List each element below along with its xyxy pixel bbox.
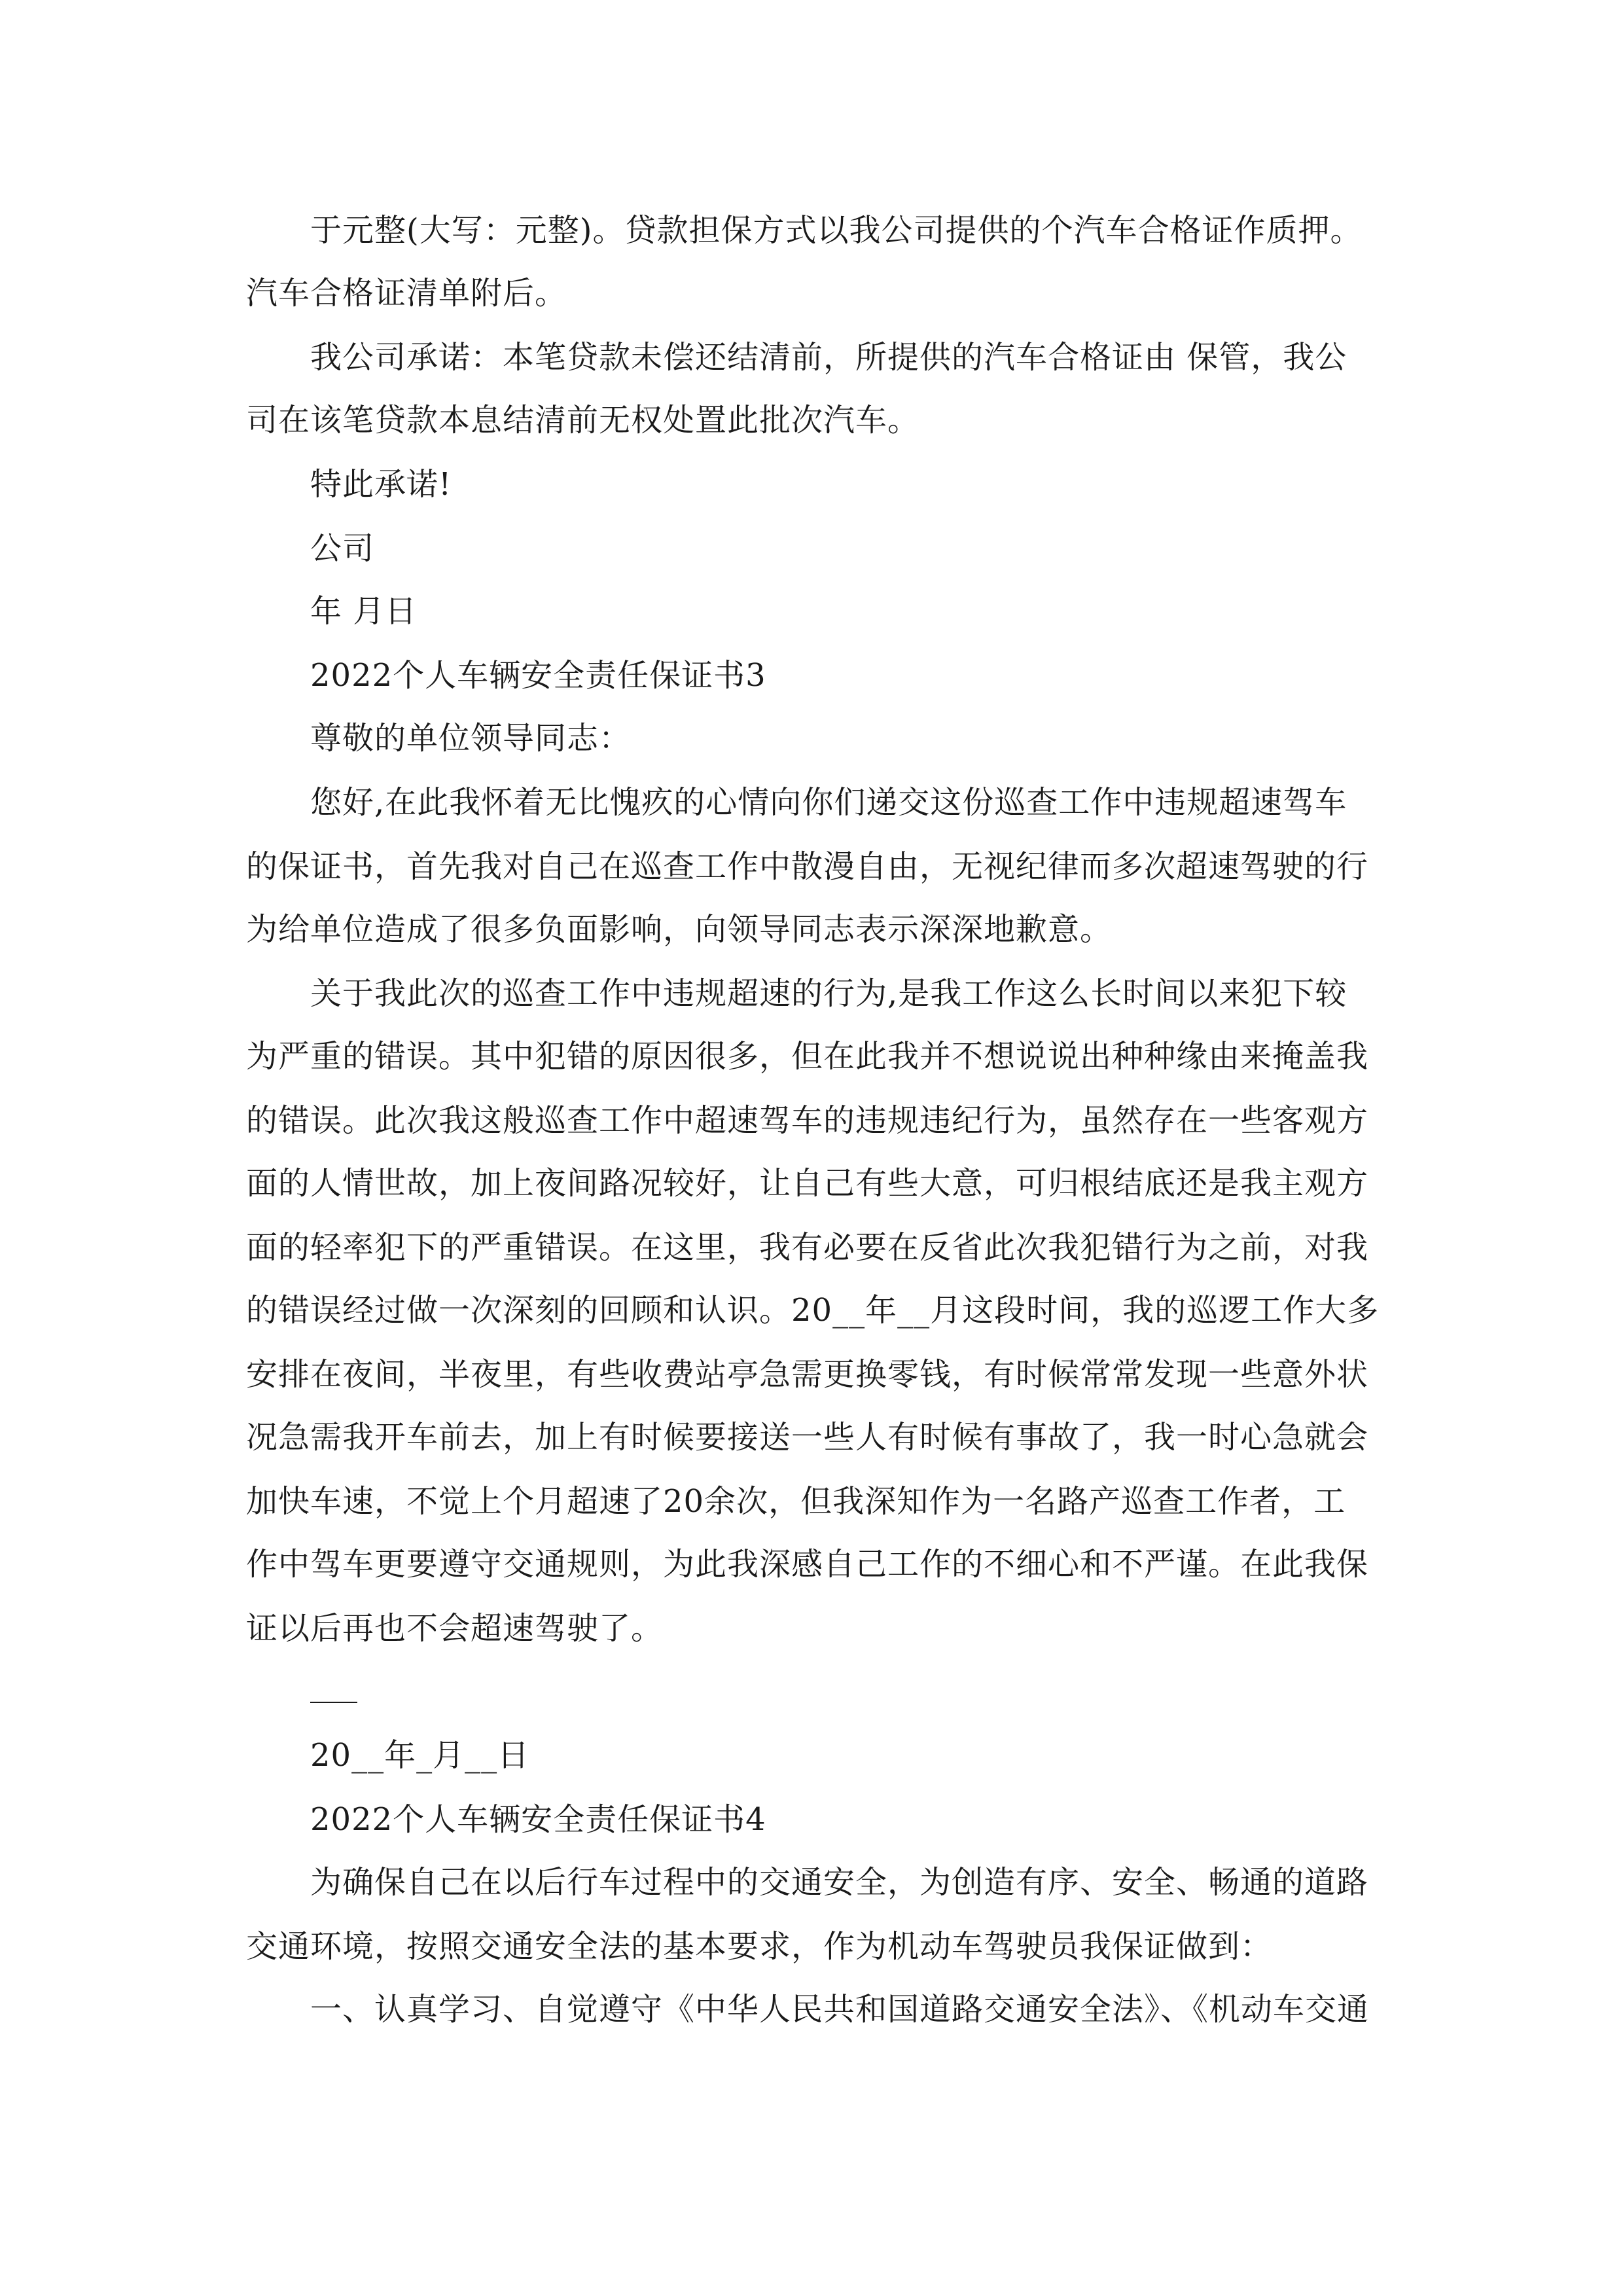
date-line: 20__年_月__日: [310, 1737, 530, 1774]
paragraph-1-line-2: 汽车合格证清单附后。: [246, 275, 567, 312]
paragraph-5-line-2: 交通环境，按照交通安全法的基本要求，作为机动车驾驶员我保证做到：: [246, 1928, 1273, 1965]
paragraph-4-line-1: 关于我此次的巡查工作中违规超速的行为,是我工作这么长时间以来犯下较: [310, 975, 1347, 1012]
paragraph-2-line-1: 我公司承诺：本笔贷款未偿还结清前，所提供的汽车合格证由 保管，我公: [310, 339, 1347, 376]
paragraph-4-line-9: 加快车速，不觉上个月超速了20余次，但我深知作为一名路产巡查工作者，工: [246, 1483, 1346, 1520]
paragraph-4-line-11: 证以后再也不会超速驾驶了。: [246, 1610, 664, 1647]
paragraph-3-line-2: 的保证书，首先我对自己在巡查工作中散漫自由，无视纪律而多次超速驾驶的行: [246, 848, 1369, 885]
paragraph-6-line-1: 一、认真学习、自觉遵守《中华人民共和国道路交通安全法》、《机动车交通: [310, 1991, 1370, 2028]
salutation: 尊敬的单位领导同志：: [310, 720, 632, 757]
paragraph-4-line-8: 况急需我开车前去，加上有时候要接送一些人有时候有事故了，我一时心急就会: [246, 1419, 1369, 1456]
paragraph-4-line-4: 面的人情世故，加上夜间路况较好，让自己有些大意，可归根结底还是我主观方: [246, 1165, 1369, 1202]
section-heading-3: 2022个人车辆安全责任保证书3: [310, 657, 766, 694]
signature-rule: [310, 1702, 357, 1703]
section-heading-4: 2022个人车辆安全责任保证书4: [310, 1801, 766, 1838]
paragraph-4-line-7: 安排在夜间，半夜里，有些收费站亭急需更换零钱，有时候常常发现一些意外状: [246, 1356, 1369, 1393]
paragraph-4-line-2: 为严重的错误。其中犯错的原因很多，但在此我并不想说说出种种缘由来掩盖我: [246, 1038, 1369, 1075]
paragraph-4-line-3: 的错误。此次我这般巡查工作中超速驾车的违规违纪行为，虽然存在一些客观方: [246, 1102, 1369, 1139]
signature-company: 公司: [310, 530, 375, 567]
closing-statement: 特此承诺!: [310, 466, 452, 503]
paragraph-4-line-10: 作中驾车更要遵守交通规则，为此我深感自己工作的不细心和不严谨。在此我保: [246, 1546, 1369, 1583]
paragraph-4-line-5: 面的轻率犯下的严重错误。在这里，我有必要在反省此次我犯错行为之前，对我: [246, 1229, 1369, 1266]
paragraph-3-line-1: 您好,在此我怀着无比愧疚的心情向你们递交这份巡查工作中违规超速驾车: [310, 784, 1347, 821]
paragraph-3-line-3: 为给单位造成了很多负面影响，向领导同志表示深深地歉意。: [246, 911, 1113, 948]
paragraph-5-line-1: 为确保自己在以后行车过程中的交通安全，为创造有序、安全、畅通的道路: [310, 1864, 1369, 1901]
paragraph-4-line-6: 的错误经过做一次深刻的回顾和认识。20__年__月这段时间，我的巡逻工作大多: [246, 1292, 1380, 1329]
paragraph-1-line-1: 于元整(大写：元整)。贷款担保方式以我公司提供的个汽车合格证作质押。: [310, 212, 1363, 249]
paragraph-2-line-2: 司在该笔贷款本息结清前无权处置此批次汽车。: [246, 402, 920, 439]
signature-date: 年 月日: [310, 593, 418, 630]
